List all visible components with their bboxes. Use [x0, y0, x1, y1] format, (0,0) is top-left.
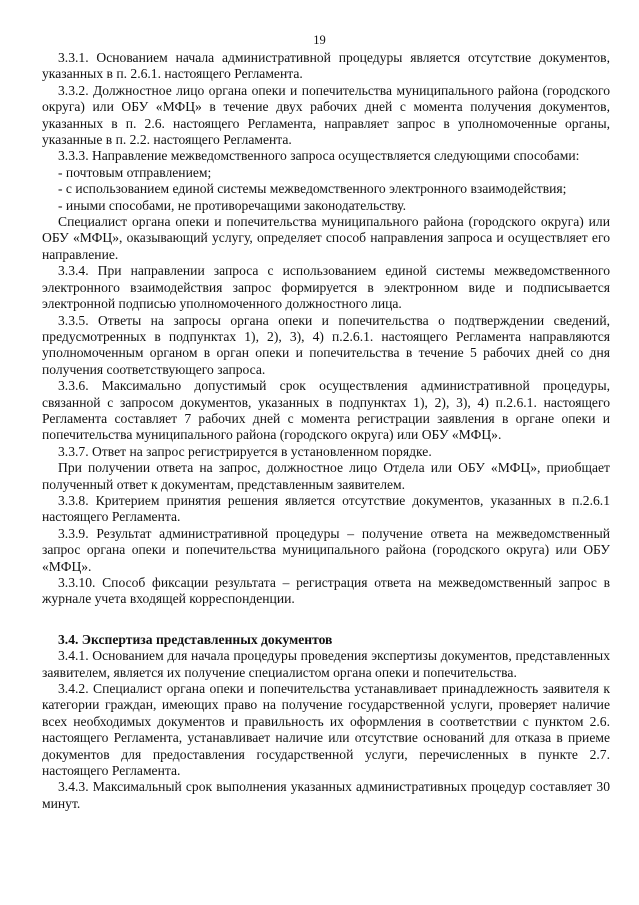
paragraph-3-3-3: 3.3.3. Направление межведомственного запроса осуществляется следующими способами:: [58, 148, 580, 164]
list-item-postal: - почтовым отправлением;: [58, 164, 212, 180]
paragraph-3-3-10: 3.3.10. Способ фиксации результата – регистрация ответа на межведомственный запрос в журнале учета входящей корреспонденции.: [42, 575, 610, 607]
paragraph-3-3-7: 3.3.7. Ответ на запрос регистрируется в установленном порядке.: [58, 443, 432, 459]
paragraph-3-4-2: 3.4.2. Специалист органа опеки и попечительства устанавливает принадлежность заявителя к категории граждан, имеющих право на получение государственной услуги, проверяет наличие всех необходимых документов и правильность их оформления в соответствии с пунктом 2.6. настоящего Регламента, устанавливает наличие или отсутствие оснований для отказа в приеме документов для предоставления государственной услуги, перечисленных в пункте 2.7. настоящего Регламента.: [42, 681, 610, 779]
document-body: [42, 50, 610, 812]
paragraph-3-3-9: 3.3.9. Результат административной процедуры – получение ответа на межведомственный запрос органа опеки и попечительства муниципального района (городского округа) или ОБУ «МФЦ».: [42, 525, 610, 574]
paragraph-3-3-1: 3.3.1. Основанием начала административной процедуры является отсутствие документов, указанных в п. 2.6.1. настоящего Регламента.: [42, 50, 610, 82]
list-item-electronic: - с использованием единой системы межведомственного электронного взаимодействия;: [58, 181, 567, 197]
paragraph-3-3-8: 3.3.8. Критерием принятия решения является отсутствие документов, указанных в п.2.6.1 настоящего Регламента.: [42, 492, 610, 525]
paragraph-3-4-3: 3.4.3. Максимальный срок выполнения указанных административных процедур составляет 30 минут.: [42, 779, 610, 811]
paragraph-3-3-4: 3.3.4. При направлении запроса с использованием единой системы межведомственного электронного взаимодействия запрос формируется в электронном виде и подписывается электронной подписью уполномоченного должностного лица.: [42, 263, 610, 312]
paragraph-3-4-1: 3.4.1. Основанием для начала процедуры проведения экспертизы документов, представленных заявителем, является их получение специалистом органа опеки и попечительства.: [42, 648, 610, 680]
section-heading-3-4: 3.4. Экспертиза представленных документов: [58, 631, 333, 647]
paragraph-specialist: Специалист органа опеки и попечительства муниципального района (городского округа) или ОБУ «МФЦ», оказывающий услугу, определяет способ направления запроса и осуществляет его направление.: [42, 214, 610, 262]
list-item-other: - иными способами, не противоречащими законодательству.: [58, 197, 407, 213]
paragraph-3-3-5: 3.3.5. Ответы на запросы органа опеки и попечительства о подтверждении сведений, предусмотренных в подпунктах 1), 2), 3), 4) п.2.6.1. настоящего Регламента направляются уполномоченным органом в орган опеки и попечительства в течение 5 рабочих дней со дня получения соответствующего запроса.: [42, 312, 610, 377]
paragraph-3-3-2: 3.3.2. Должностное лицо органа опеки и попечительства муниципального района (городского округа) или ОБУ «МФЦ» в течение двух рабочих дней с момента получения документов, указанных в п. 2.6. настоящего Регламента, направляет запрос в уполномоченные органы, указанные в п. 2.2. настоящего Регламента.: [42, 82, 610, 148]
paragraph-3-3-6: 3.3.6. Максимально допустимый срок осуществления административной процедуры, связанной с запросом документов, указанных в подпунктах 1), 2), 3), 4) п.2.6.1. настоящего Регламента составляет 7 рабочих дней с момента регистрации заявления в органе опеки и попечительства муниципального района (городского округа) или ОБУ «МФЦ».: [42, 378, 610, 443]
paragraph-response: При получении ответа на запрос, должностное лицо Отдела или ОБУ «МФЦ», приобщает полученный ответ к документам, представленным заявителем.: [42, 460, 610, 492]
page-number: 19: [313, 33, 326, 47]
